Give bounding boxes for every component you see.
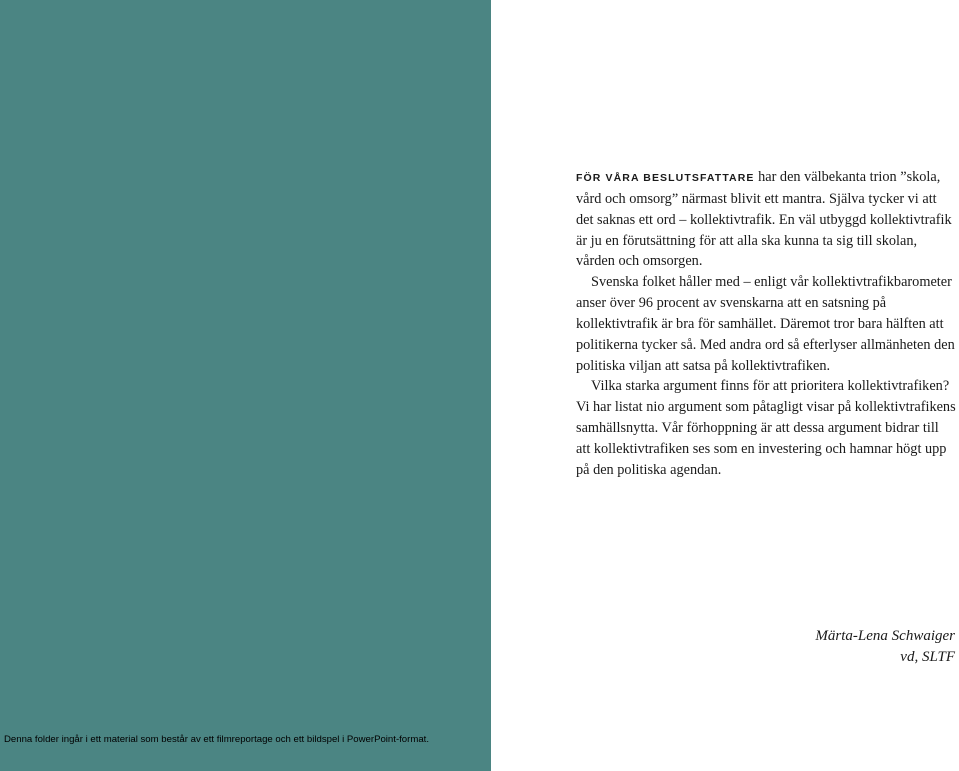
paragraph-1 [576,167,956,272]
lead-in: FÖR VÅRA BESLUTSFATTARE [576,172,755,184]
signature-block [815,626,955,668]
paragraph-1-text: har den välbekanta trion ”skola, vård och omsorg” närmast blivit ett mantra. Själva tycker vi att det saknas ett ord – kollektivtrafik. En väl utbyggd kollektivtrafik är ju en förutsättning för att alla ska kunna ta sig till skolan, vården och omsorgen. [576,169,952,270]
signature-name: Märta-Lena Schwaiger [815,628,955,644]
paragraph-2: Svenska folket håller med – enligt vår kollektivtrafikbarometer anser över 96 procent av svenskarna att en satsning på kollektivtrafik är bra för samhället. Däremot tror bara hälften att politikerna tycker så. Med andra ord så efterlyser allmänheten den politiska viljan att satsa på kollektivtrafiken. [576,274,955,374]
article-body [576,167,956,481]
footer-note: Denna folder ingår i ett material som består av ett filmreportage och ett bildspel i PowerPoint-format. [4,734,429,745]
paragraph-3: Vilka starka argument finns för att prioritera kollektivtrafiken? Vi har listat nio argument som påtagligt visar på kollektivtrafikens samhällsnytta. Vår förhoppning är att dessa argument bidrar till att kollektivtrafiken ses som en investering och hamnar högt upp på den politiska agendan. [576,378,956,478]
signature-title: vd, SLTF [900,649,955,665]
